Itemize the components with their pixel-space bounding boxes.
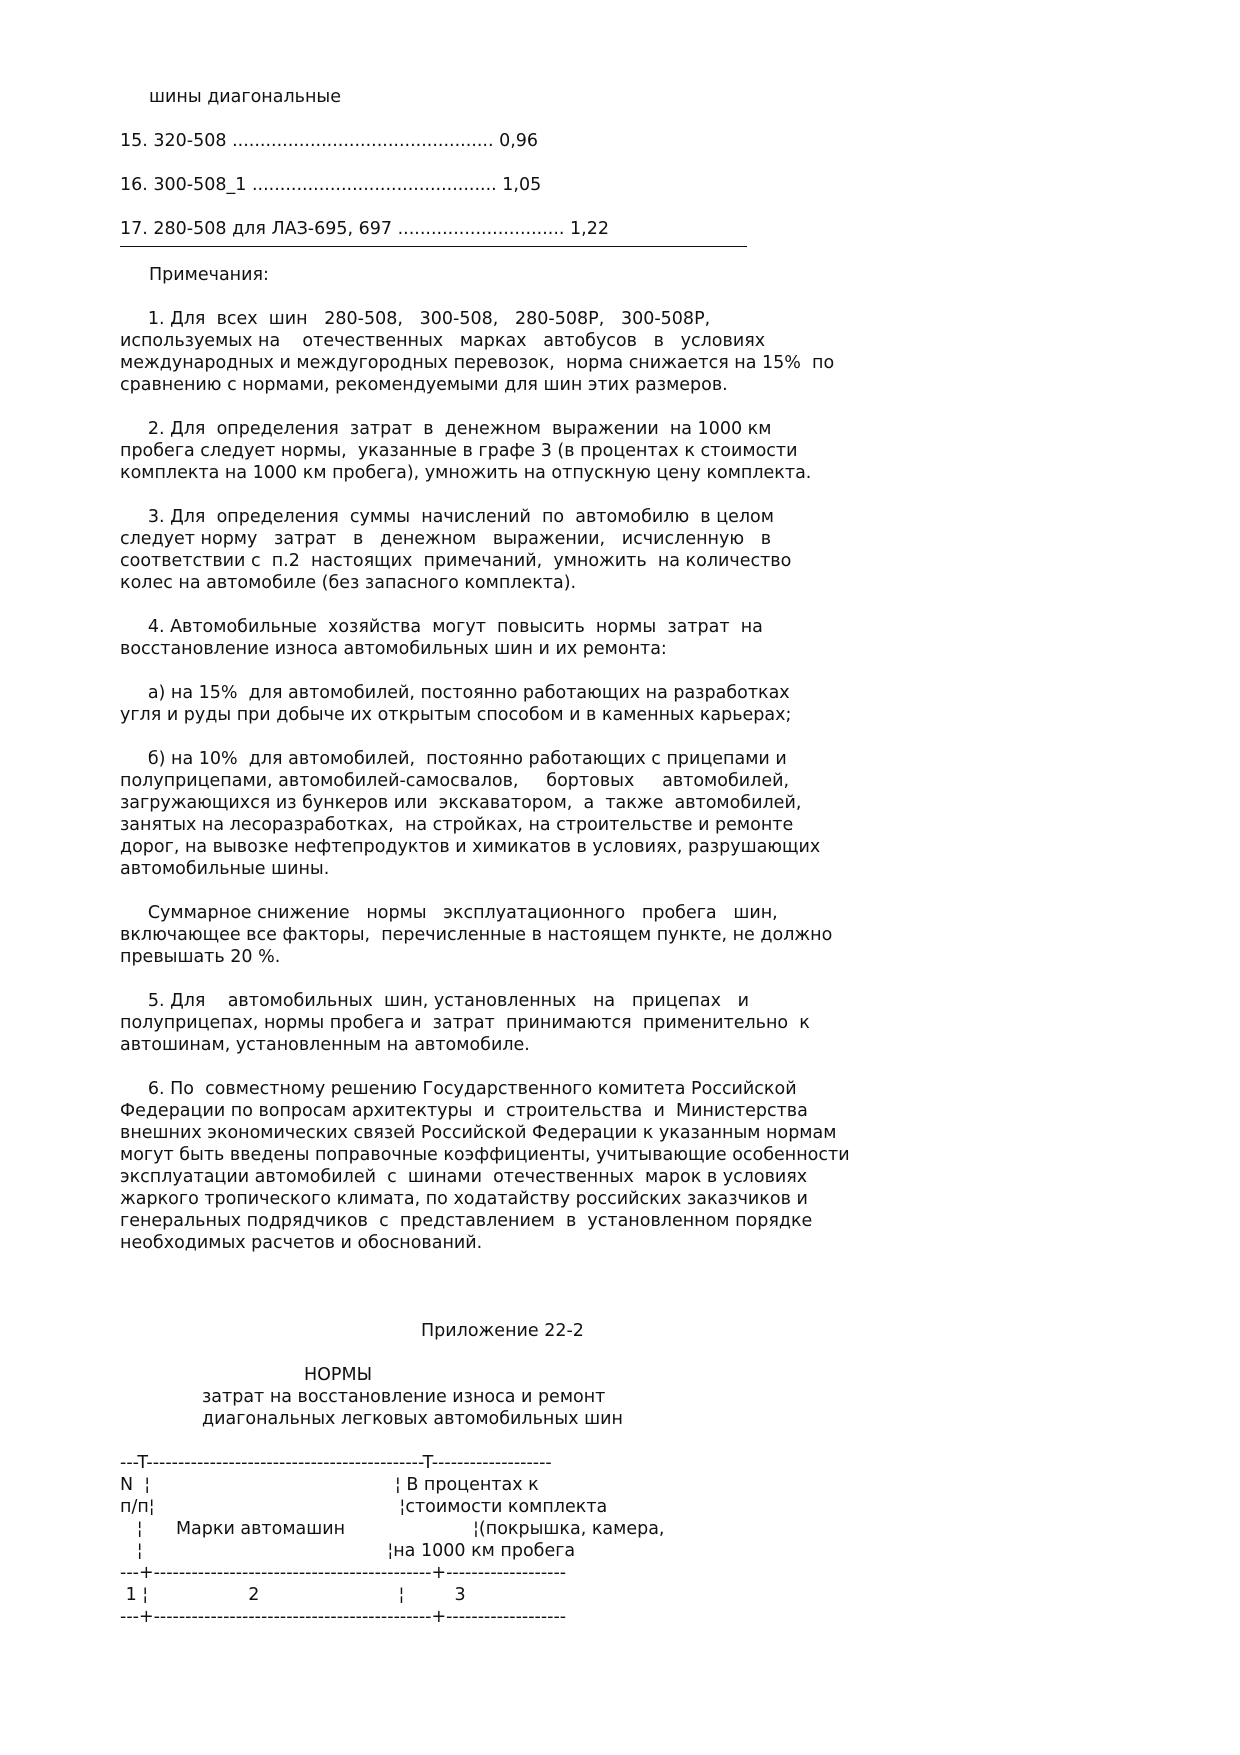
table-line: п/п¦ ¦стоимости комплекта <box>120 1497 608 1517</box>
table-line: ¦ Марки автомашин ¦(покрышка, камера, <box>120 1519 665 1539</box>
note-line: б) на 10% для автомобилей, постоянно работающих с прицепами и <box>120 749 787 769</box>
note-line: Федерации по вопросам архитектуры и строительства и Министерства <box>120 1101 808 1121</box>
note-line: генеральных подрядчиков с представлением в установленном порядке <box>120 1211 813 1231</box>
note-line: сравнению с нормами, рекомендуемыми для шин этих размеров. <box>120 375 728 395</box>
note-paragraph <box>120 682 1120 726</box>
note-line: эксплуатации автомобилей с шинами отечественных марок в условиях <box>120 1167 808 1187</box>
note-line: используемых на отечественных марках автобусов в условиях <box>120 331 766 351</box>
note-line: следует норму затрат в денежном выражении, исчисленную в <box>120 529 772 549</box>
note-paragraph <box>120 902 1120 968</box>
norms-table-header <box>120 1452 1120 1628</box>
table-line: ¦ ¦на 1000 км пробега <box>120 1541 576 1561</box>
note-line: внешних экономических связей Российской Федерации к указанным нормам <box>120 1123 837 1143</box>
note-line: автошинам, установленным на автомобиле. <box>120 1035 530 1055</box>
note-line: полуприцепами, автомобилей-самосвалов, бортовых автомобилей, <box>120 771 790 791</box>
note-line: соответствии с п.2 настоящих примечаний, умножить на количество <box>120 551 792 571</box>
note-line: международных и междугородных перевозок, норма снижается на 15% по <box>120 353 835 373</box>
notes-list <box>120 308 1120 1254</box>
note-paragraph <box>120 418 1120 484</box>
note-line: а) на 15% для автомобилей, постоянно работающих на разработках <box>120 683 790 703</box>
note-paragraph <box>120 308 1120 396</box>
note-line: полуприцепах, нормы пробега и затрат принимаются применительно к <box>120 1013 810 1033</box>
norms-subtitle: диагональных легковых автомобильных шин <box>202 1409 623 1429</box>
note-line: 4. Автомобильные хозяйства могут повысить нормы затрат на <box>120 617 763 637</box>
note-line: угля и руды при добыче их открытым способом и в каменных карьерах; <box>120 705 792 725</box>
note-paragraph <box>120 616 1120 660</box>
note-line: жаркого тропического климата, по ходатайству российских заказчиков и <box>120 1189 808 1209</box>
note-line: дорог, на вывозке нефтепродуктов и химикатов в условиях, разрушающих <box>120 837 821 857</box>
norms-title: НОРМЫ <box>304 1365 373 1385</box>
note-line: 2. Для определения затрат в денежном выражении на 1000 км <box>120 419 772 439</box>
tires-heading: шины диагональные <box>149 87 341 107</box>
norms-subtitle: затрат на восстановление износа и ремонт <box>202 1387 606 1407</box>
table-line: 1 ¦ 2 ¦ 3 <box>120 1585 466 1605</box>
note-paragraph <box>120 990 1120 1056</box>
table-line: ---+--------------------------------------------+------------------- <box>120 1607 567 1627</box>
table-line: N ¦ ¦ В процентах к <box>120 1475 539 1495</box>
note-paragraph <box>120 506 1120 594</box>
note-line: комплекта на 1000 км пробега), умножить на отпускную цену комплекта. <box>120 463 812 483</box>
appendix-label: Приложение 22-2 <box>421 1321 584 1341</box>
note-line: 5. Для автомобильных шин, установленных на прицепах и <box>120 991 750 1011</box>
note-paragraph <box>120 1078 1120 1254</box>
note-line: пробега следует нормы, указанные в графе 3 (в процентах к стоимости <box>120 441 798 461</box>
note-line: 1. Для всех шин 280-508, 300-508, 280-508Р, 300-508Р, <box>120 309 711 329</box>
note-line: необходимых расчетов и обоснований. <box>120 1233 483 1253</box>
table-line: ---T--------------------------------------------T------------------- <box>120 1453 552 1473</box>
document-page <box>120 86 1120 1628</box>
tire-row: 16. 300-508_1 ............................................ 1,05 <box>120 175 542 195</box>
note-line: восстановление износа автомобильных шин и их ремонта: <box>120 639 667 659</box>
note-line: 3. Для определения суммы начислений по автомобилю в целом <box>120 507 774 527</box>
note-paragraph <box>120 748 1120 880</box>
note-line: занятых на лесоразработках, на стройках, на строительстве и ремонте <box>120 815 794 835</box>
tire-row: 17. 280-508 для ЛАЗ-695, 697 .............................. 1,22 <box>120 219 610 239</box>
note-line: включающее все факторы, перечисленные в настоящем пункте, не должно <box>120 925 833 945</box>
note-line: превышать 20 %. <box>120 947 281 967</box>
table-line: ---+--------------------------------------------+------------------- <box>120 1563 567 1583</box>
tire-row: 15. 320-508 ............................................... 0,96 <box>120 131 539 151</box>
notes-title: Примечания: <box>149 265 269 285</box>
note-line: 6. По совместному решению Государственного комитета Российской <box>120 1079 797 1099</box>
note-line: могут быть введены поправочные коэффициенты, учитывающие особенности <box>120 1145 850 1165</box>
note-line: колес на автомобиле (без запасного комплекта). <box>120 573 577 593</box>
note-line: загружающихся из бункеров или экскаватором, а также автомобилей, <box>120 793 802 813</box>
note-line: автомобильные шины. <box>120 859 330 879</box>
note-line: Суммарное снижение нормы эксплуатационного пробега шин, <box>120 903 778 923</box>
